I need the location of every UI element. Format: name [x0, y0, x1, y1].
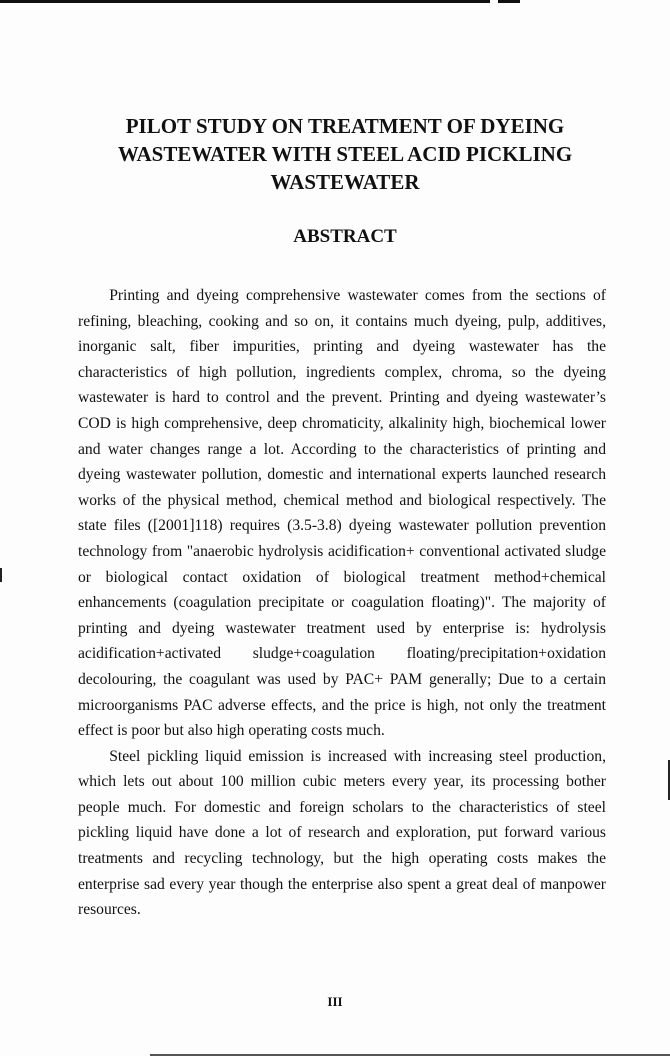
abstract-heading: ABSTRACT: [293, 226, 397, 247]
page-number: III: [327, 994, 343, 1009]
left-edge-mark: [0, 568, 2, 582]
title-line: PILOT STUDY ON TREATMENT OF DYEING: [125, 114, 565, 138]
abstract-paragraph: Printing and dyeing comprehensive wastewater comes from the sections of refining, bleaching, cooking and so on, it contains much dyeing, pulp, additives, inorganic salt, fiber impurities, printing and dyeing wastewater has the characteristics of high pollution, ingredients complex, chroma, so the dyeing wastewater is hard to control and the prevent. Printing and dyeing wastewater’s COD is high comprehensive, deep chromaticity, alkalinity high, biochemical lower and water changes range a lot. According to the characteristics of printing and dyeing wastewater pollution, domestic and international experts launched research works of the physical method, chemical method and biological respectively. The state files ([2001]118) requires (3.5-3.8) dyeing wastewater pollution prevention technology from "anaerobic hydrolysis acidification+ conventional activated sludge or biological contact oxidation of biological treatment method+chemical enhancements (coagulation precipitate or coagulation floating)". The majority of printing and dyeing wastewater treatment used by enterprise is: hydrolysis acidification+activated sludge+coagulation floating/precipitation+oxidation decolouring, the coagulant was used by PAC+ PAM generally; Due to a certain microorganisms PAC adverse effects, and the price is high, not only the treatment effect is poor but also high operating costs much.: [78, 287, 606, 740]
paper-title: [80, 112, 610, 196]
abstract-paragraph: Steel pickling liquid emission is increased with increasing steel production, which lets out about 100 million cubic meters every year, its processing bother people much. For domestic and foreign scholars to the characteristics of steel pickling liquid have done a lot of research and exploration, put forward various treatments and recycling technology, but the high operating costs makes the enterprise sad every year though the enterprise also spent a great deal of manpower resources.: [78, 747, 606, 919]
title-line: WASTEWATER WITH STEEL ACID PICKLING: [117, 142, 573, 166]
top-rule-segment: [498, 0, 520, 3]
abstract-body: [78, 283, 606, 923]
title-line: WASTEWATER: [270, 170, 420, 194]
top-rule: [0, 0, 490, 3]
